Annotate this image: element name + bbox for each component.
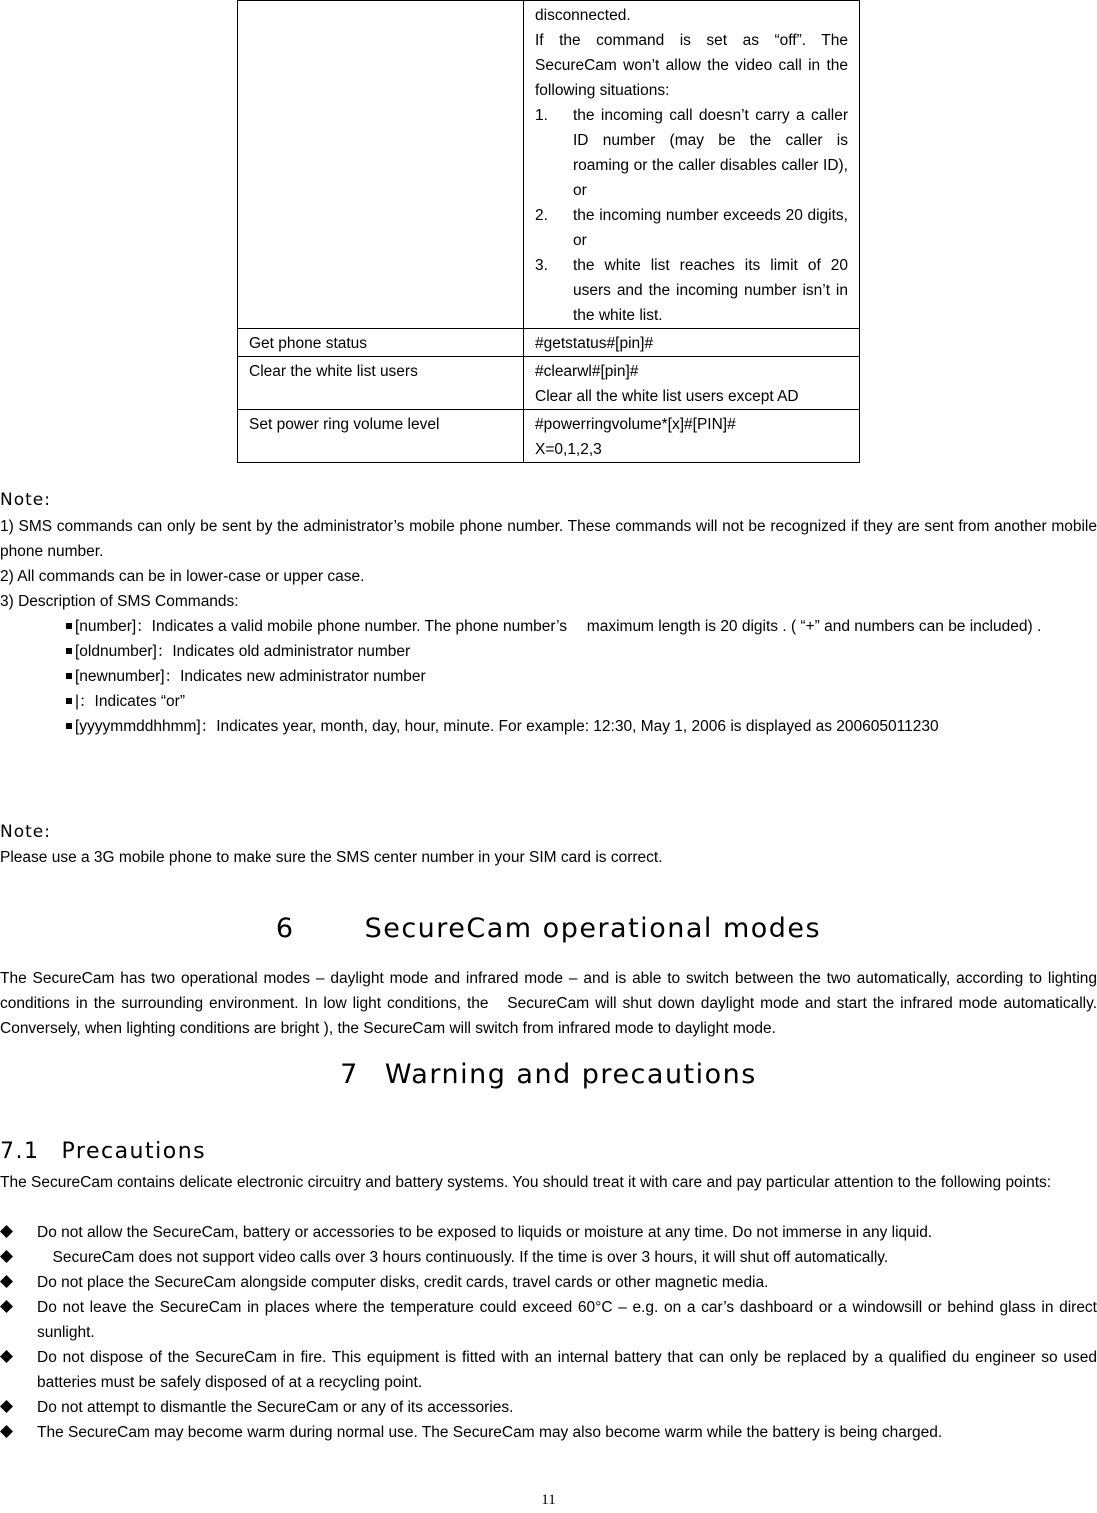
list-item: 1. the incoming call doesn’t carry a caller ID number (may be the caller is roaming or the caller disables caller ID), or [535,107,848,199]
note-heading: Note: [0,490,51,510]
row-label: Get phone status [238,329,524,357]
table-cell-empty [238,1,524,329]
diamond-bullet-icon [0,1400,13,1413]
table-row [238,329,860,357]
square-bullet-icon [66,698,72,704]
note-paragraph: 3) Description of SMS Commands: [0,593,239,610]
subsection-heading: 7.1 Precautions [0,1139,207,1164]
note-heading: Note: [0,822,51,842]
diamond-bullet-icon [0,1275,13,1288]
row-label: Set power ring volume level [238,410,524,463]
precautions-list [0,1220,1097,1445]
section-body: The SecureCam contains delicate electronic circuitry and battery systems. You should treat it with care and pay particular attention to the following points: [0,1174,1052,1191]
sms-command-table [237,0,860,463]
note-paragraph: Please use a 3G mobile phone to make sure the SMS center number in your SIM card is correct. [0,849,663,866]
cell-paragraph: If the command is set as “off”. The SecureCam won’t allow the video call in the following situations: [535,32,848,99]
diamond-bullet-icon [0,1350,13,1363]
list-item: 3. the white list reaches its limit of 20 users and the incoming number isn’t in the white list. [535,257,848,324]
list-item: [oldnumber]：Indicates old administrator number [0,639,1097,664]
list-item: |：Indicates “or” [0,689,1097,714]
situation-list [535,103,848,328]
list-item: Do not allow the SecureCam, battery or accessories to be exposed to liquids or moisture at any time. Do not immerse in any liquid. [0,1220,1097,1245]
list-item: Do not attempt to dismantle the SecureCam or any of its accessories. [0,1395,1097,1420]
list-item: Do not dispose of the SecureCam in fire. This equipment is fitted with an internal battery that can only be replaced by a qualified du engineer so used batteries must be safely disposed of at a recycling point. [0,1345,1097,1395]
square-bullet-icon [66,648,72,654]
row-command: #clearwl#[pin]# Clear all the white list users except AD [524,357,860,410]
square-bullet-icon [66,673,72,679]
square-bullet-icon [66,723,72,729]
list-item: 2. the incoming number exceeds 20 digits, or [535,207,848,249]
section-heading: 6 SecureCam operational modes [275,913,822,944]
list-item: [newnumber]：Indicates new administrator number [0,664,1097,689]
diamond-bullet-icon [0,1300,13,1313]
list-item: Do not place the SecureCam alongside computer disks, credit cards, travel cards or other magnetic media. [0,1270,1097,1295]
section-body: The SecureCam has two operational modes – daylight mode and infrared mode – and is able to switch between the two automatically, according to lighting conditions in the surrounding environment. In low light conditions, the SecureCam will shut down daylight mode and start the infrared mode automatically. Conversely, when lighting conditions are bright ), the SecureCam will switch from infrared mode to daylight mode. [0,970,1097,1037]
list-item: [yyyymmddhhmm]：Indicates year, month, day, hour, minute. For example: 12:30, May 1, 2006 is displayed as 200605011230 [0,714,1097,739]
row-command: #getstatus#[pin]# [524,329,860,357]
page-number: 11 [541,1492,556,1508]
note-paragraph: 1) SMS commands can only be sent by the administrator’s mobile phone number. These commands will not be recognized if they are sent from another mobile phone number. [0,518,1097,560]
section-heading: 7 Warning and precautions [340,1059,757,1090]
list-item: Do not leave the SecureCam in places where the temperature could exceed 60°C – e.g. on a car’s dashboard or a windowsill or behind glass in direct sunlight. [0,1295,1097,1345]
diamond-bullet-icon [0,1425,13,1438]
table-row [238,357,860,410]
cell-text: disconnected. [535,7,631,24]
diamond-bullet-icon [0,1225,13,1238]
row-command: #powerringvolume*[x]#[PIN]# X=0,1,2,3 [524,410,860,463]
list-item: [number]：Indicates a valid mobile phone number. The phone number’s maximum length is 20 digits . ( “+” and numbers can be included) . [0,614,1097,639]
table-cell-call-restriction [524,1,860,329]
note-paragraph: 2) All commands can be in lower-case or upper case. [0,568,365,585]
list-item: SecureCam does not support video calls over 3 hours continuously. If the time is over 3 hours, it will shut off automatically. [0,1245,1097,1270]
list-item: The SecureCam may become warm during normal use. The SecureCam may also become warm while the battery is being charged. [0,1420,1097,1445]
table-row [238,1,860,329]
table-row [238,410,860,463]
command-description-list [0,614,1097,739]
square-bullet-icon [66,623,72,629]
row-label: Clear the white list users [238,357,524,410]
diamond-bullet-icon [0,1250,13,1263]
